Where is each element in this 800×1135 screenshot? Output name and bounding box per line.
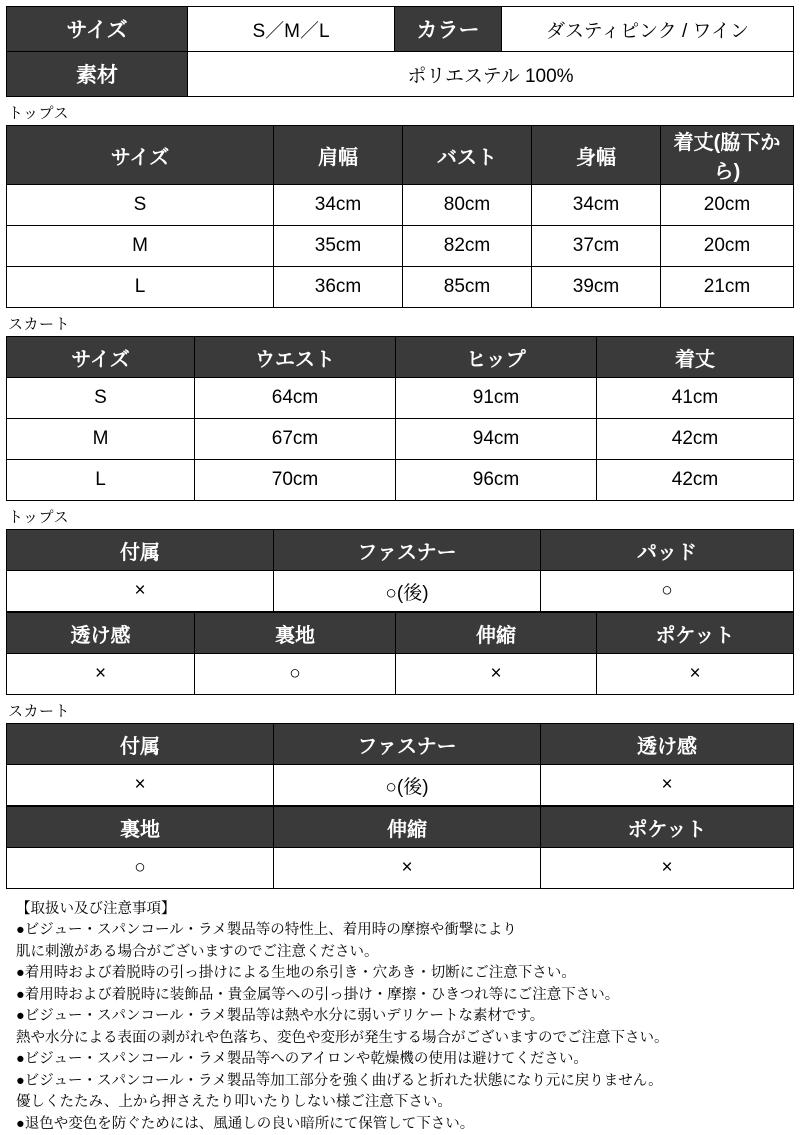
care-note-line: ●ビジュー・スパンコール・ラメ製品等加工部分を強く曲げると折れた状態になり元に戻りません。 xyxy=(16,1072,663,1089)
tops-size-cell: 36cm xyxy=(274,267,403,308)
table-row xyxy=(7,571,794,612)
skirt-size-cell: 94cm xyxy=(396,419,597,460)
table-row xyxy=(7,7,794,52)
tops-size-col-4: 着丈(脇下から) xyxy=(661,126,794,185)
table-row xyxy=(7,765,794,806)
spec-size-header: サイズ xyxy=(7,7,188,52)
table-row xyxy=(7,226,794,267)
spec-size-value: S／M／L xyxy=(188,7,395,52)
spec-color-header: カラー xyxy=(395,7,502,52)
skirt-detail2-value: ○ xyxy=(7,848,274,889)
tops-detail2-value: ○ xyxy=(195,654,396,695)
table-row xyxy=(7,126,794,185)
tops-detail-table-2 xyxy=(6,612,794,695)
table-row xyxy=(7,267,794,308)
tops-size-cell: 21cm xyxy=(661,267,794,308)
tops-detail-table xyxy=(6,529,794,612)
tops-detail2-value: × xyxy=(597,654,794,695)
spec-color-value: ダスティピンク / ワイン xyxy=(502,7,794,52)
skirt-detail-value: × xyxy=(7,765,274,806)
tops-detail2-col-0: 透け感 xyxy=(7,613,195,654)
skirt-detail2-col-1: 伸縮 xyxy=(274,807,541,848)
care-note-line: ●着用時および着脱時に装飾品・貴金属等への引っ掛け・摩擦・ひきつれ等にご注意下さい。 xyxy=(16,986,620,1003)
skirt-size-cell: L xyxy=(7,460,195,501)
tops-size-cell: 34cm xyxy=(532,185,661,226)
table-row xyxy=(7,654,794,695)
tops-size-cell: 39cm xyxy=(532,267,661,308)
tops-size-cell: S xyxy=(7,185,274,226)
tops-size-cell: 37cm xyxy=(532,226,661,267)
care-note-line: 優しくたたみ、上から押さえたり叩いたりしない様ご注意下さい。 xyxy=(16,1094,452,1111)
care-note-line: ●ビジュー・スパンコール・ラメ製品等へのアイロンや乾燥機の使用は避けてください。 xyxy=(16,1051,588,1068)
skirt-detail-col-0: 付属 xyxy=(7,724,274,765)
table-row xyxy=(7,185,794,226)
skirt-size-col-1: ウエスト xyxy=(195,337,396,378)
tops-size-cell: 34cm xyxy=(274,185,403,226)
spec-material-value: ポリエステル 100% xyxy=(188,52,794,97)
care-note-line: 熱や水分による表面の剥がれや色落ち、変色や変形が発生する場合がございますのでご注意下さい。 xyxy=(16,1029,669,1046)
table-row xyxy=(7,337,794,378)
spec-material-header: 素材 xyxy=(7,52,188,97)
skirt-detail2-col-0: 裏地 xyxy=(7,807,274,848)
care-notes xyxy=(16,899,790,1135)
skirt-size-cell: 64cm xyxy=(195,378,396,419)
tops-detail2-value: × xyxy=(7,654,195,695)
care-note-line: ●着用時および着脱時の引っ掛けによる生地の糸引き・穴あき・切断にご注意下さい。 xyxy=(16,965,576,982)
tops-detail-label: トップス xyxy=(8,509,69,526)
tops-detail-col-0: 付属 xyxy=(7,530,274,571)
table-row xyxy=(7,724,794,765)
skirt-size-cell: 91cm xyxy=(396,378,597,419)
skirt-size-col-3: 着丈 xyxy=(597,337,794,378)
tops-detail2-value: × xyxy=(396,654,597,695)
skirt-size-col-2: ヒップ xyxy=(396,337,597,378)
skirt-detail-label: スカート xyxy=(8,703,71,720)
skirt-detail-value: ○(後) xyxy=(274,765,541,806)
skirt-detail-col-1: ファスナー xyxy=(274,724,541,765)
tops-size-col-1: 肩幅 xyxy=(274,126,403,185)
skirt-size-cell: 42cm xyxy=(597,460,794,501)
tops-detail2-col-1: 裏地 xyxy=(195,613,396,654)
skirt-detail-value: × xyxy=(541,765,794,806)
care-notes-title: 【取扱い及び注意事項】 xyxy=(16,901,176,917)
skirt-size-cell: 42cm xyxy=(597,419,794,460)
tops-detail-col-1: ファスナー xyxy=(274,530,541,571)
table-row xyxy=(7,419,794,460)
tops-size-cell: 20cm xyxy=(661,185,794,226)
skirt-size-table xyxy=(6,336,794,501)
tops-size-label: トップス xyxy=(8,105,69,122)
tops-detail-col-2: パッド xyxy=(541,530,794,571)
skirt-detail-table-2 xyxy=(6,806,794,889)
tops-size-cell: 20cm xyxy=(661,226,794,267)
tops-size-col-3: 身幅 xyxy=(532,126,661,185)
skirt-detail2-value: × xyxy=(541,848,794,889)
skirt-size-cell: 96cm xyxy=(396,460,597,501)
skirt-size-label: スカート xyxy=(8,316,71,333)
skirt-size-cell: M xyxy=(7,419,195,460)
tops-size-cell: 80cm xyxy=(403,185,532,226)
care-note-line: ●ビジュー・スパンコール・ラメ製品等は熱や水分に弱いデリケートな素材です。 xyxy=(16,1008,545,1025)
skirt-size-cell: 41cm xyxy=(597,378,794,419)
tops-size-cell: 85cm xyxy=(403,267,532,308)
table-row xyxy=(7,613,794,654)
tops-size-col-0: サイズ xyxy=(7,126,274,185)
skirt-detail2-value: × xyxy=(274,848,541,889)
spec-table xyxy=(6,6,794,97)
tops-detail-value: ○(後) xyxy=(274,571,541,612)
table-row xyxy=(7,530,794,571)
tops-size-cell: 35cm xyxy=(274,226,403,267)
tops-detail-value: × xyxy=(7,571,274,612)
table-row xyxy=(7,807,794,848)
tops-size-cell: 82cm xyxy=(403,226,532,267)
tops-detail2-col-2: 伸縮 xyxy=(396,613,597,654)
tops-size-table xyxy=(6,125,794,308)
skirt-detail2-col-2: ポケット xyxy=(541,807,794,848)
tops-detail-value: ○ xyxy=(541,571,794,612)
tops-size-col-2: バスト xyxy=(403,126,532,185)
table-row xyxy=(7,378,794,419)
table-row xyxy=(7,52,794,97)
skirt-detail-table xyxy=(6,723,794,806)
tops-size-cell: M xyxy=(7,226,274,267)
skirt-size-col-0: サイズ xyxy=(7,337,195,378)
tops-detail2-col-3: ポケット xyxy=(597,613,794,654)
care-note-line: 肌に刺激がある場合がございますのでご注意ください。 xyxy=(16,943,379,960)
table-row xyxy=(7,460,794,501)
skirt-size-cell: 70cm xyxy=(195,460,396,501)
skirt-detail-col-2: 透け感 xyxy=(541,724,794,765)
care-note-line: ●ビジュー・スパンコール・ラメ製品等の特性上、着用時の摩擦や衝撃により xyxy=(16,922,517,939)
tops-size-cell: L xyxy=(7,267,274,308)
skirt-size-cell: S xyxy=(7,378,195,419)
table-row xyxy=(7,848,794,889)
skirt-size-cell: 67cm xyxy=(195,419,396,460)
care-note-line: ●退色や変色を防ぐためには、風通しの良い暗所にて保管して下さい。 xyxy=(16,1115,475,1132)
